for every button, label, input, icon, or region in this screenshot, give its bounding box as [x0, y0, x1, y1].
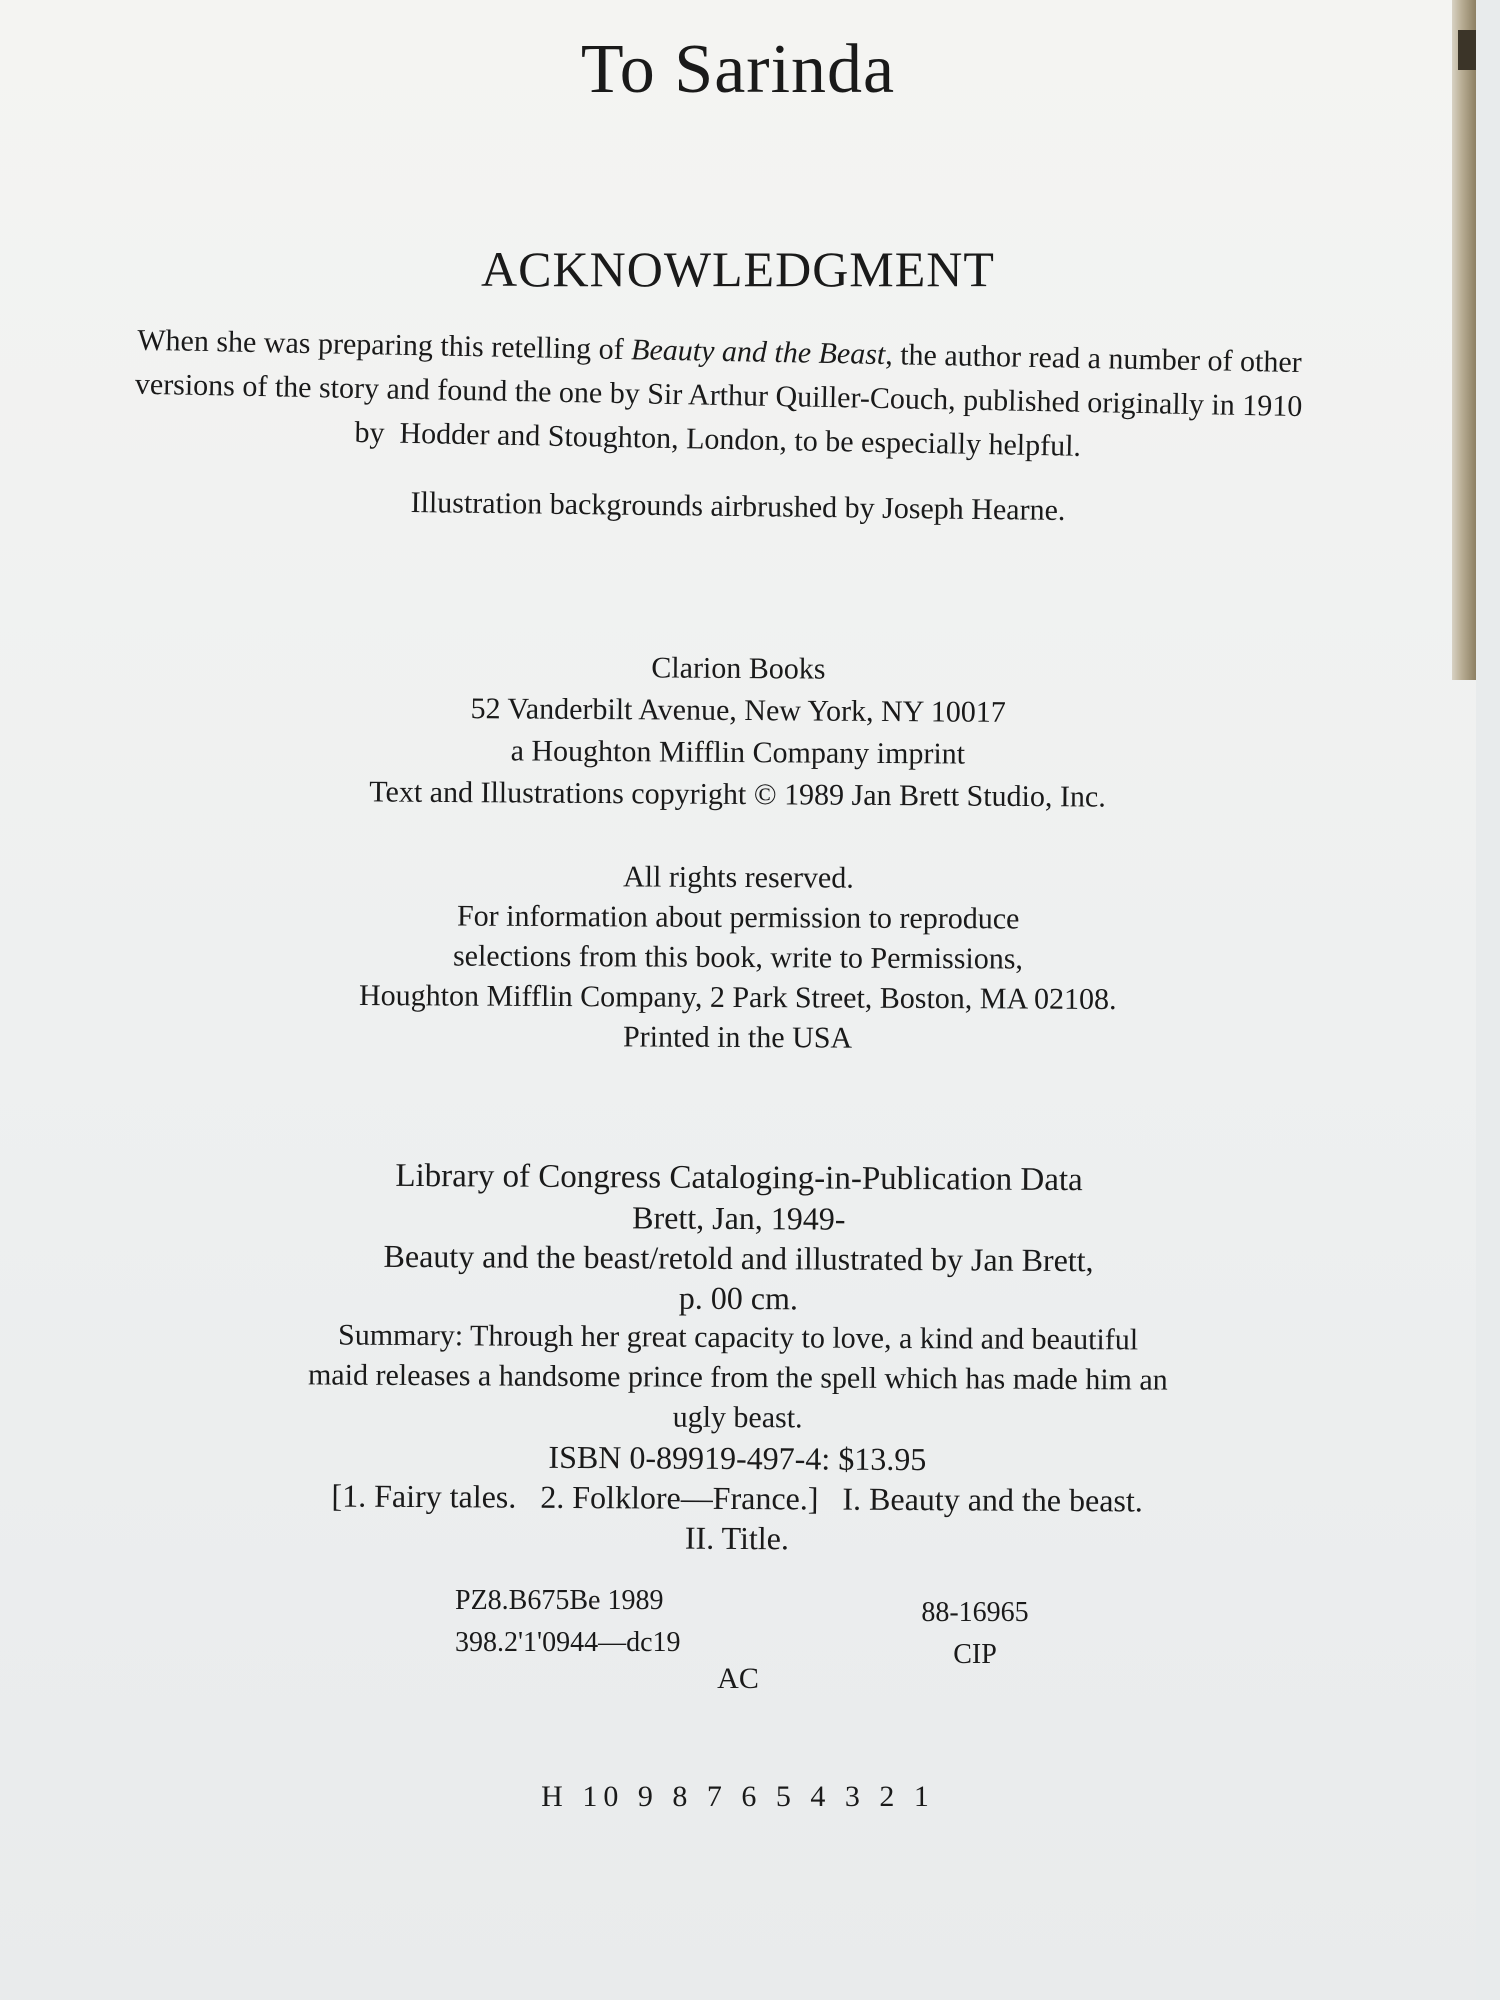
illustration-credit: Illustration backgrounds airbrushed by Joseph Hearne.	[410, 486, 1066, 527]
rights-line-2: For information about permission to reproduce	[456, 899, 1020, 936]
publisher-imprint: a Houghton Mifflin Company imprint	[510, 734, 966, 771]
cip-title: Library of Congress Cataloging-in-Publication Data	[395, 1157, 1083, 1199]
dedication: To Sarinda	[580, 31, 896, 108]
cip-summary-2: maid releases a handsome prince from the spell which has made him an	[307, 1358, 1168, 1397]
rights-line-4: Houghton Mifflin Company, 2 Park Street, Boston, MA 02108.	[358, 979, 1117, 1016]
cip-dewey: 398.2'1'0944—dc19	[455, 1627, 681, 1658]
acknowledgment-line-2: versions of the story and found the one by Sir Arthur Quiller-Couch, published originally in 1910	[134, 367, 1303, 424]
rights-line-5: Printed in the USA	[622, 1020, 853, 1055]
cip-label: CIP	[953, 1639, 997, 1670]
rights-line-3: selections from this book, write to Permissions,	[452, 939, 1024, 976]
book-title-italic: Beauty and the Beast	[630, 333, 886, 372]
cip-lc-class: PZ8.B675Be 1989	[455, 1585, 664, 1616]
cip-lccn: 88-16965	[921, 1597, 1029, 1628]
cip-title-entry: II. Title.	[684, 1519, 790, 1557]
cip-author: Brett, Jan, 1949-	[632, 1199, 846, 1237]
acknowledgment-text	[97, 318, 1339, 474]
rights-notice	[0, 854, 1477, 1062]
cip-pages: p. 00 cm.	[678, 1279, 799, 1317]
acknowledgment-line-3: by Hodder and Stoughton, London, to be especially helpful.	[354, 415, 1082, 463]
cip-subjects: [1. Fairy tales. 2. Folklore—France.] I. Beauty and the beast.	[331, 1477, 1143, 1519]
cip-classification-left	[455, 1580, 785, 1664]
publisher-address: 52 Vanderbilt Avenue, New York, NY 10017	[470, 692, 1006, 729]
cip-book-title: Beauty and the beast/retold and illustrated by Jan Brett,	[383, 1237, 1094, 1279]
cip-summary-1: Summary: Through her great capacity to love, a kind and beautiful	[338, 1318, 1139, 1357]
publisher-name: Clarion Books	[651, 651, 826, 686]
copyright-line: Text and Illustrations copyright © 1989 Jan Brett Studio, Inc.	[369, 775, 1106, 814]
publisher-info	[0, 643, 1477, 821]
print-line: H 10 9 8 7 6 5 4 3 2 1	[541, 1780, 935, 1813]
acknowledgment-line-1-end: , the author read a number of other	[884, 338, 1302, 380]
cip-ac: AC	[717, 1662, 759, 1695]
rights-line-1: All rights reserved.	[622, 860, 854, 895]
cip-data	[0, 1153, 1477, 1562]
cip-isbn: ISBN 0-89919-497-4: $13.95	[548, 1438, 927, 1478]
acknowledgment-title: ACKNOWLEDGMENT	[481, 241, 995, 297]
acknowledgment-line-1-start: When she was preparing this retelling of	[136, 323, 632, 367]
cip-summary-3: ugly beast.	[672, 1400, 803, 1435]
